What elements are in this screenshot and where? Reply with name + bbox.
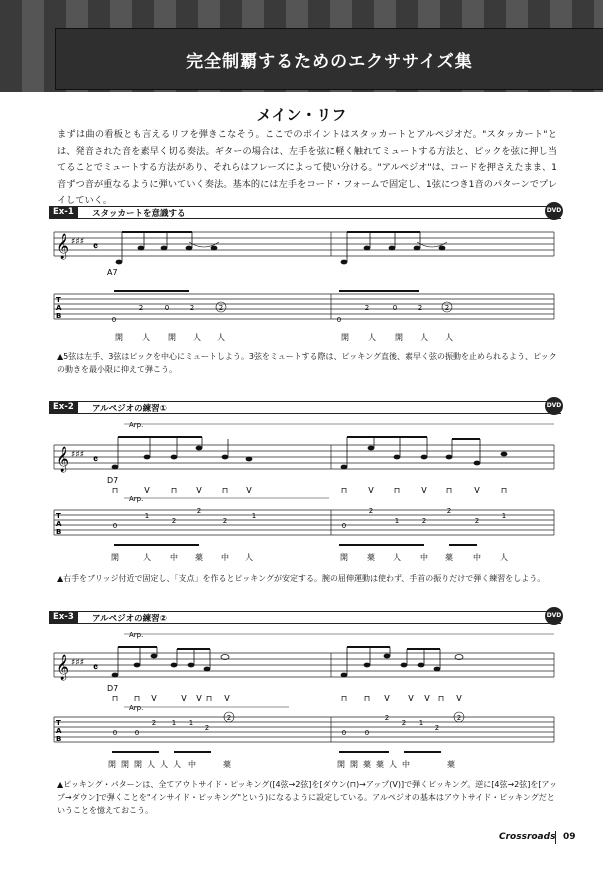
dvd-icon: DVD bbox=[545, 607, 563, 625]
svg-text:2: 2 bbox=[189, 304, 195, 312]
svg-text:𝄴: 𝄴 bbox=[93, 661, 98, 674]
svg-text:T: T bbox=[56, 296, 61, 304]
svg-text:0: 0 bbox=[364, 729, 370, 737]
fingering-label: 人 bbox=[368, 333, 376, 342]
picking-mark: ⊓ bbox=[393, 486, 401, 495]
svg-text:1: 1 bbox=[144, 512, 150, 520]
picking-mark: ⊓ bbox=[111, 486, 119, 495]
svg-text:2: 2 bbox=[444, 304, 450, 312]
fingering-label: 開 bbox=[341, 333, 349, 342]
svg-text:2: 2 bbox=[384, 714, 390, 722]
fingering-label: 人 bbox=[445, 333, 453, 342]
fingering-label: 薬 bbox=[195, 553, 203, 562]
svg-text:2: 2 bbox=[421, 517, 427, 525]
svg-text:𝄴: 𝄴 bbox=[93, 240, 98, 253]
fingering-label: 開 bbox=[337, 760, 345, 769]
example-2-caption: ▲右手をブリッジ付近で固定し、「支点」を作るとピッキングが安定する。腕の屈伸運動は使わず、手首の振りだけで弾く練習をしよう。 bbox=[57, 574, 546, 583]
fingering-label: 中 bbox=[473, 553, 481, 562]
footer-divider bbox=[555, 831, 556, 844]
example-title: アルペジオの練習② bbox=[92, 614, 167, 624]
picking-mark: ⊓ bbox=[500, 486, 508, 495]
fingering-label: 人 bbox=[193, 333, 201, 342]
picking-mark: V bbox=[144, 486, 150, 495]
picking-mark: V bbox=[196, 694, 202, 703]
svg-text:1: 1 bbox=[171, 719, 177, 727]
fingering-label: 人 bbox=[142, 333, 150, 342]
picking-mark: V bbox=[408, 694, 414, 703]
fingering-label: 人 bbox=[389, 760, 397, 769]
svg-text:0: 0 bbox=[341, 729, 347, 737]
svg-text:1: 1 bbox=[418, 719, 424, 727]
fingering-label: 開 bbox=[340, 553, 348, 562]
svg-text:2: 2 bbox=[226, 714, 232, 722]
example-tag: Ex-2 bbox=[49, 401, 78, 413]
svg-text:𝄴: 𝄴 bbox=[93, 453, 98, 466]
example-3-header bbox=[49, 611, 561, 624]
svg-text:2: 2 bbox=[151, 719, 157, 727]
example-tag: Ex-3 bbox=[49, 611, 78, 623]
svg-text:1: 1 bbox=[251, 512, 257, 520]
svg-text:0: 0 bbox=[336, 316, 342, 324]
fingering-label: 開 bbox=[350, 760, 358, 769]
example-3-caption: ▲ピッキング・パターンは、全てアウトサイド・ピッキング([4弦→2弦]を[ダウン(⊓)→アップ(V)]で弾くピッキング。逆に[4弦→2弦]を[アップ→ダウン]で弾くことを"インサイド・ピッキング"という)になるように設定している。アルペジオの基本はアウトサイド・ピッキングだということを憶えておこう。 bbox=[57, 780, 557, 815]
fingering-label: 薬 bbox=[447, 760, 455, 769]
svg-text:1: 1 bbox=[501, 512, 507, 520]
example-tag: Ex-1 bbox=[49, 206, 78, 218]
picking-mark: V bbox=[246, 486, 252, 495]
arpeggio-label: Arp. bbox=[129, 421, 144, 429]
example-2-score bbox=[49, 417, 561, 567]
fingering-label: 人 bbox=[217, 333, 225, 342]
arpeggio-label: Arp. bbox=[129, 704, 144, 712]
svg-text:B: B bbox=[56, 528, 62, 536]
fingering-label: 薬 bbox=[223, 760, 231, 769]
svg-text:♯♯♯: ♯♯♯ bbox=[71, 658, 85, 668]
fingering-label: 開 bbox=[134, 760, 142, 769]
fingering-label: 中 bbox=[420, 553, 428, 562]
svg-text:B: B bbox=[56, 735, 62, 743]
fingering-label: 中 bbox=[188, 760, 196, 769]
svg-text:0: 0 bbox=[134, 729, 140, 737]
fingering-label: 開 bbox=[108, 760, 116, 769]
fingering-label: 中 bbox=[221, 553, 229, 562]
treble-clef-icon: 𝄞 bbox=[56, 447, 70, 472]
fingering-label: 薬 bbox=[367, 553, 375, 562]
example-1-caption: ▲5弦は左手、3弦はピックを中心にミュートしよう。3弦をミュートする際は、ピッキング直後、素早く弦の振動を止められるよう、ピックの動きを最小限に抑えて弾こう。 bbox=[57, 352, 557, 374]
svg-text:2: 2 bbox=[456, 714, 462, 722]
svg-text:T: T bbox=[56, 719, 61, 727]
fingering-label: 人 bbox=[500, 553, 508, 562]
svg-text:0: 0 bbox=[341, 522, 347, 530]
picking-mark: V bbox=[384, 694, 390, 703]
fingering-label: 人 bbox=[393, 553, 401, 562]
picking-mark: ⊓ bbox=[445, 486, 453, 495]
svg-text:A: A bbox=[56, 727, 62, 735]
example-2-header bbox=[49, 401, 561, 414]
fingering-label: 薬 bbox=[376, 760, 384, 769]
picking-mark: ⊓ bbox=[221, 486, 229, 495]
svg-text:2: 2 bbox=[138, 304, 144, 312]
svg-text:2: 2 bbox=[222, 517, 228, 525]
picking-mark: ⊓ bbox=[170, 486, 178, 495]
picking-mark: ⊓ bbox=[111, 694, 119, 703]
picking-mark: ⊓ bbox=[340, 694, 348, 703]
svg-text:0: 0 bbox=[164, 304, 170, 312]
page-number: 09 bbox=[563, 832, 576, 842]
intro-paragraph: まずは曲の看板とも言えるリフを弾きこなそう。ここでのポイントはスタッカートとアルペジオだ。"スタッカート"とは、発音された音を素早く切る奏法。ギターの場合は、左手を弦に軽く触れてミュートする方法と、ピックを弦に押し当てることでミュートする方法があり、それらはフレーズによって使い分ける。"アルペジオ"は、コードを押さえたまま、1音ずつ音が重なるように弾いていく奏法。基本的には左手をコード・フォームで固定し、1弦につき1音のパターンでプレイしていく。 bbox=[57, 129, 557, 206]
fingering-label: 中 bbox=[170, 553, 178, 562]
fingering-label: 開 bbox=[395, 333, 403, 342]
picking-mark: V bbox=[181, 694, 187, 703]
picking-mark: ⊓ bbox=[437, 694, 445, 703]
svg-text:2: 2 bbox=[364, 304, 370, 312]
picking-mark: V bbox=[421, 486, 427, 495]
section-heading: メイン・リフ bbox=[256, 106, 347, 124]
svg-text:1: 1 bbox=[394, 517, 400, 525]
svg-text:2: 2 bbox=[401, 719, 407, 727]
example-title: アルペジオの練習① bbox=[92, 404, 167, 414]
chord-symbol: D7 bbox=[107, 684, 119, 693]
fingering-label: 人 bbox=[147, 760, 155, 769]
example-title: スタッカートを意識する bbox=[92, 209, 186, 219]
svg-text:2: 2 bbox=[446, 507, 452, 515]
arpeggio-label: Arp. bbox=[129, 631, 144, 639]
picking-mark: V bbox=[456, 694, 462, 703]
fingering-label: 開 bbox=[121, 760, 129, 769]
fingering-label: 人 bbox=[420, 333, 428, 342]
dvd-icon: DVD bbox=[545, 397, 563, 415]
svg-text:2: 2 bbox=[196, 507, 202, 515]
example-1-header bbox=[49, 206, 561, 219]
svg-text:1: 1 bbox=[188, 719, 194, 727]
svg-text:2: 2 bbox=[171, 517, 177, 525]
svg-text:2: 2 bbox=[218, 304, 224, 312]
svg-text:0: 0 bbox=[111, 316, 117, 324]
svg-text:A: A bbox=[56, 304, 62, 312]
chord-symbol: D7 bbox=[107, 476, 119, 485]
svg-text:2: 2 bbox=[368, 507, 374, 515]
example-1-score bbox=[49, 222, 561, 347]
fingering-label: 開 bbox=[168, 333, 176, 342]
banner-title-box bbox=[55, 28, 603, 90]
svg-text:T: T bbox=[56, 512, 61, 520]
page-title: 完全制覇するためのエクササイズ集 bbox=[186, 52, 473, 72]
svg-text:2: 2 bbox=[204, 724, 210, 732]
arpeggio-label: Arp. bbox=[129, 495, 144, 503]
picking-mark: V bbox=[224, 694, 230, 703]
treble-clef-icon: 𝄞 bbox=[56, 234, 70, 259]
treble-clef-icon: 𝄞 bbox=[56, 655, 70, 680]
picking-mark: V bbox=[196, 486, 202, 495]
svg-text:♯♯♯: ♯♯♯ bbox=[71, 450, 85, 460]
fingering-label: 開 bbox=[111, 553, 119, 562]
picking-mark: ⊓ bbox=[205, 694, 213, 703]
picking-mark: V bbox=[424, 694, 430, 703]
fingering-label: 開 bbox=[115, 333, 123, 342]
picking-mark: V bbox=[151, 694, 157, 703]
svg-text:2: 2 bbox=[474, 517, 480, 525]
footer-brand: Crossroads bbox=[499, 832, 556, 842]
svg-text:A: A bbox=[56, 520, 62, 528]
svg-text:0: 0 bbox=[112, 729, 118, 737]
dvd-icon: DVD bbox=[545, 202, 563, 220]
fingering-label: 人 bbox=[160, 760, 168, 769]
fingering-label: 人 bbox=[143, 553, 151, 562]
picking-mark: V bbox=[474, 486, 480, 495]
picking-mark: ⊓ bbox=[363, 694, 371, 703]
picking-mark: ⊓ bbox=[133, 694, 141, 703]
fingering-label: 薬 bbox=[445, 553, 453, 562]
fingering-label: 中 bbox=[402, 760, 410, 769]
svg-text:2: 2 bbox=[417, 304, 423, 312]
picking-mark: V bbox=[368, 486, 374, 495]
svg-text:2: 2 bbox=[434, 724, 440, 732]
fingering-label: 人 bbox=[245, 553, 253, 562]
svg-text:0: 0 bbox=[392, 304, 398, 312]
header-banner bbox=[0, 0, 603, 92]
svg-text:♯♯♯: ♯♯♯ bbox=[71, 237, 85, 247]
svg-text:B: B bbox=[56, 312, 62, 320]
chord-symbol: A7 bbox=[107, 268, 118, 277]
fingering-label: 薬 bbox=[363, 760, 371, 769]
fingering-label: 人 bbox=[173, 760, 181, 769]
svg-text:0: 0 bbox=[112, 522, 118, 530]
example-3-score bbox=[49, 627, 561, 772]
picking-mark: ⊓ bbox=[340, 486, 348, 495]
